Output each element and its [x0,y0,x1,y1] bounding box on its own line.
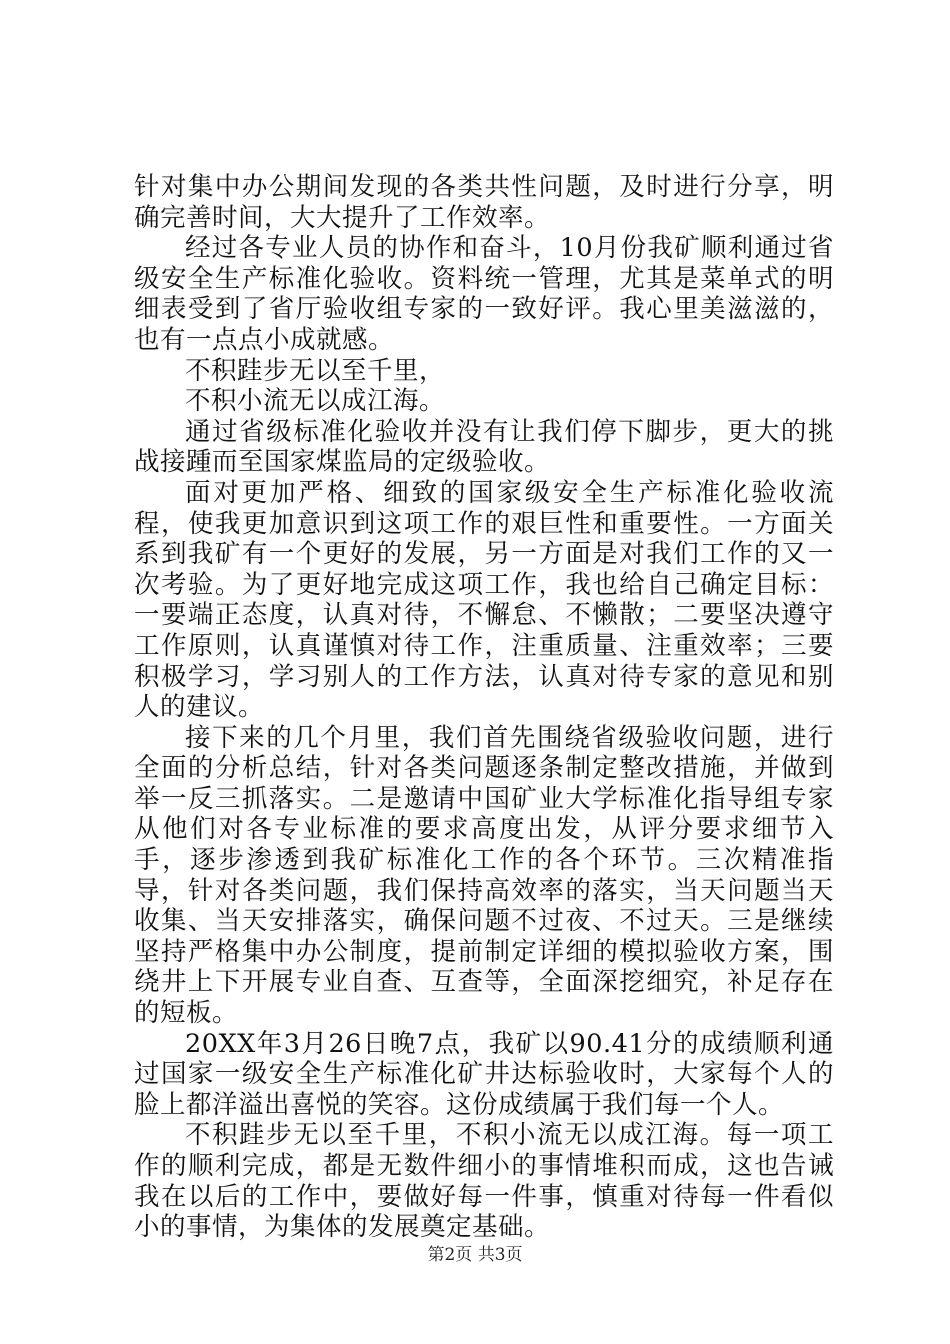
paragraph-2: 经过各专业人员的协作和奋斗，10月份我矿顺利通过省级安全生产标准化验收。资料统一管理，尤其是菜单式的明细表受到了省厅验收组专家的一致好评。我心里美滋滋的，也有一点点小成就感。 [134,233,834,355]
page-number-footer: 第2页 共3页 [427,1245,523,1265]
paragraph-5: 接下来的几个月里，我们首先围绕省级验收问题，进行全面的分析总结，针对各类问题逐条制定整改措施，并做到举一反三抓落实。二是邀请中国矿业大学标准化指导组专家从他们对各专业标准的要求高度出发，从评分要求细节入手，逐步渗透到我矿标准化工作的各个环节。三次精准指导，针对各类问题，我们保持高效率的落实，当天问题当天收集、当天安排落实，确保问题不过夜、不过天。三是继续坚持严格集中办公制度，提前制定详细的模拟验收方案，围绕井上下开展专业自查、互查等，全面深挖细究，补足存在的短板。 [134,722,834,1029]
paragraph-7: 不积跬步无以至千里，不积小流无以成江海。每一项工作的顺利完成，都是无数件细小的事情堆积而成，这也告诫我在以后的工作中，要做好每一件事，慎重对待每一件看似小的事情，为集体的发展奠定基础。 [134,1120,834,1243]
paragraph-6: 20XX年3月26日晚7点，我矿以90.41分的成绩顺利通过国家一级安全生产标准化矿井达标验收时，大家每个人的脸上都洋溢出喜悦的笑容。这份成绩属于我们每一个人。 [134,1028,834,1120]
verse-line-1: 不积跬步无以至千里， [185,355,446,386]
document-body [134,172,834,1243]
paragraph-4: 面对更加严格、细致的国家级安全生产标准化验收流程，使我更加意识到这项工作的艰巨性和重要性。一方面关系到我矿有一个更好的发展，另一方面是对我们工作的又一次考验。为了更好地完成这项工作，我也给自己确定目标：一要端正态度，认真对待，不懈怠、不懒散；二要坚决遵守工作原则，认真谨慎对待工作，注重质量、注重效率；三要积极学习，学习别人的工作方法，认真对待专家的意见和别人的建议。 [134,477,834,723]
verse-line-2: 不积小流无以成江海。 [185,386,446,417]
paragraph-1: 针对集中办公期间发现的各类共性问题，及时进行分享，明确完善时间，大大提升了工作效率。 [134,172,834,233]
paragraph-3: 通过省级标准化验收并没有让我们停下脚步，更大的挑战接踵而至国家煤监局的定级验收。 [134,416,834,478]
